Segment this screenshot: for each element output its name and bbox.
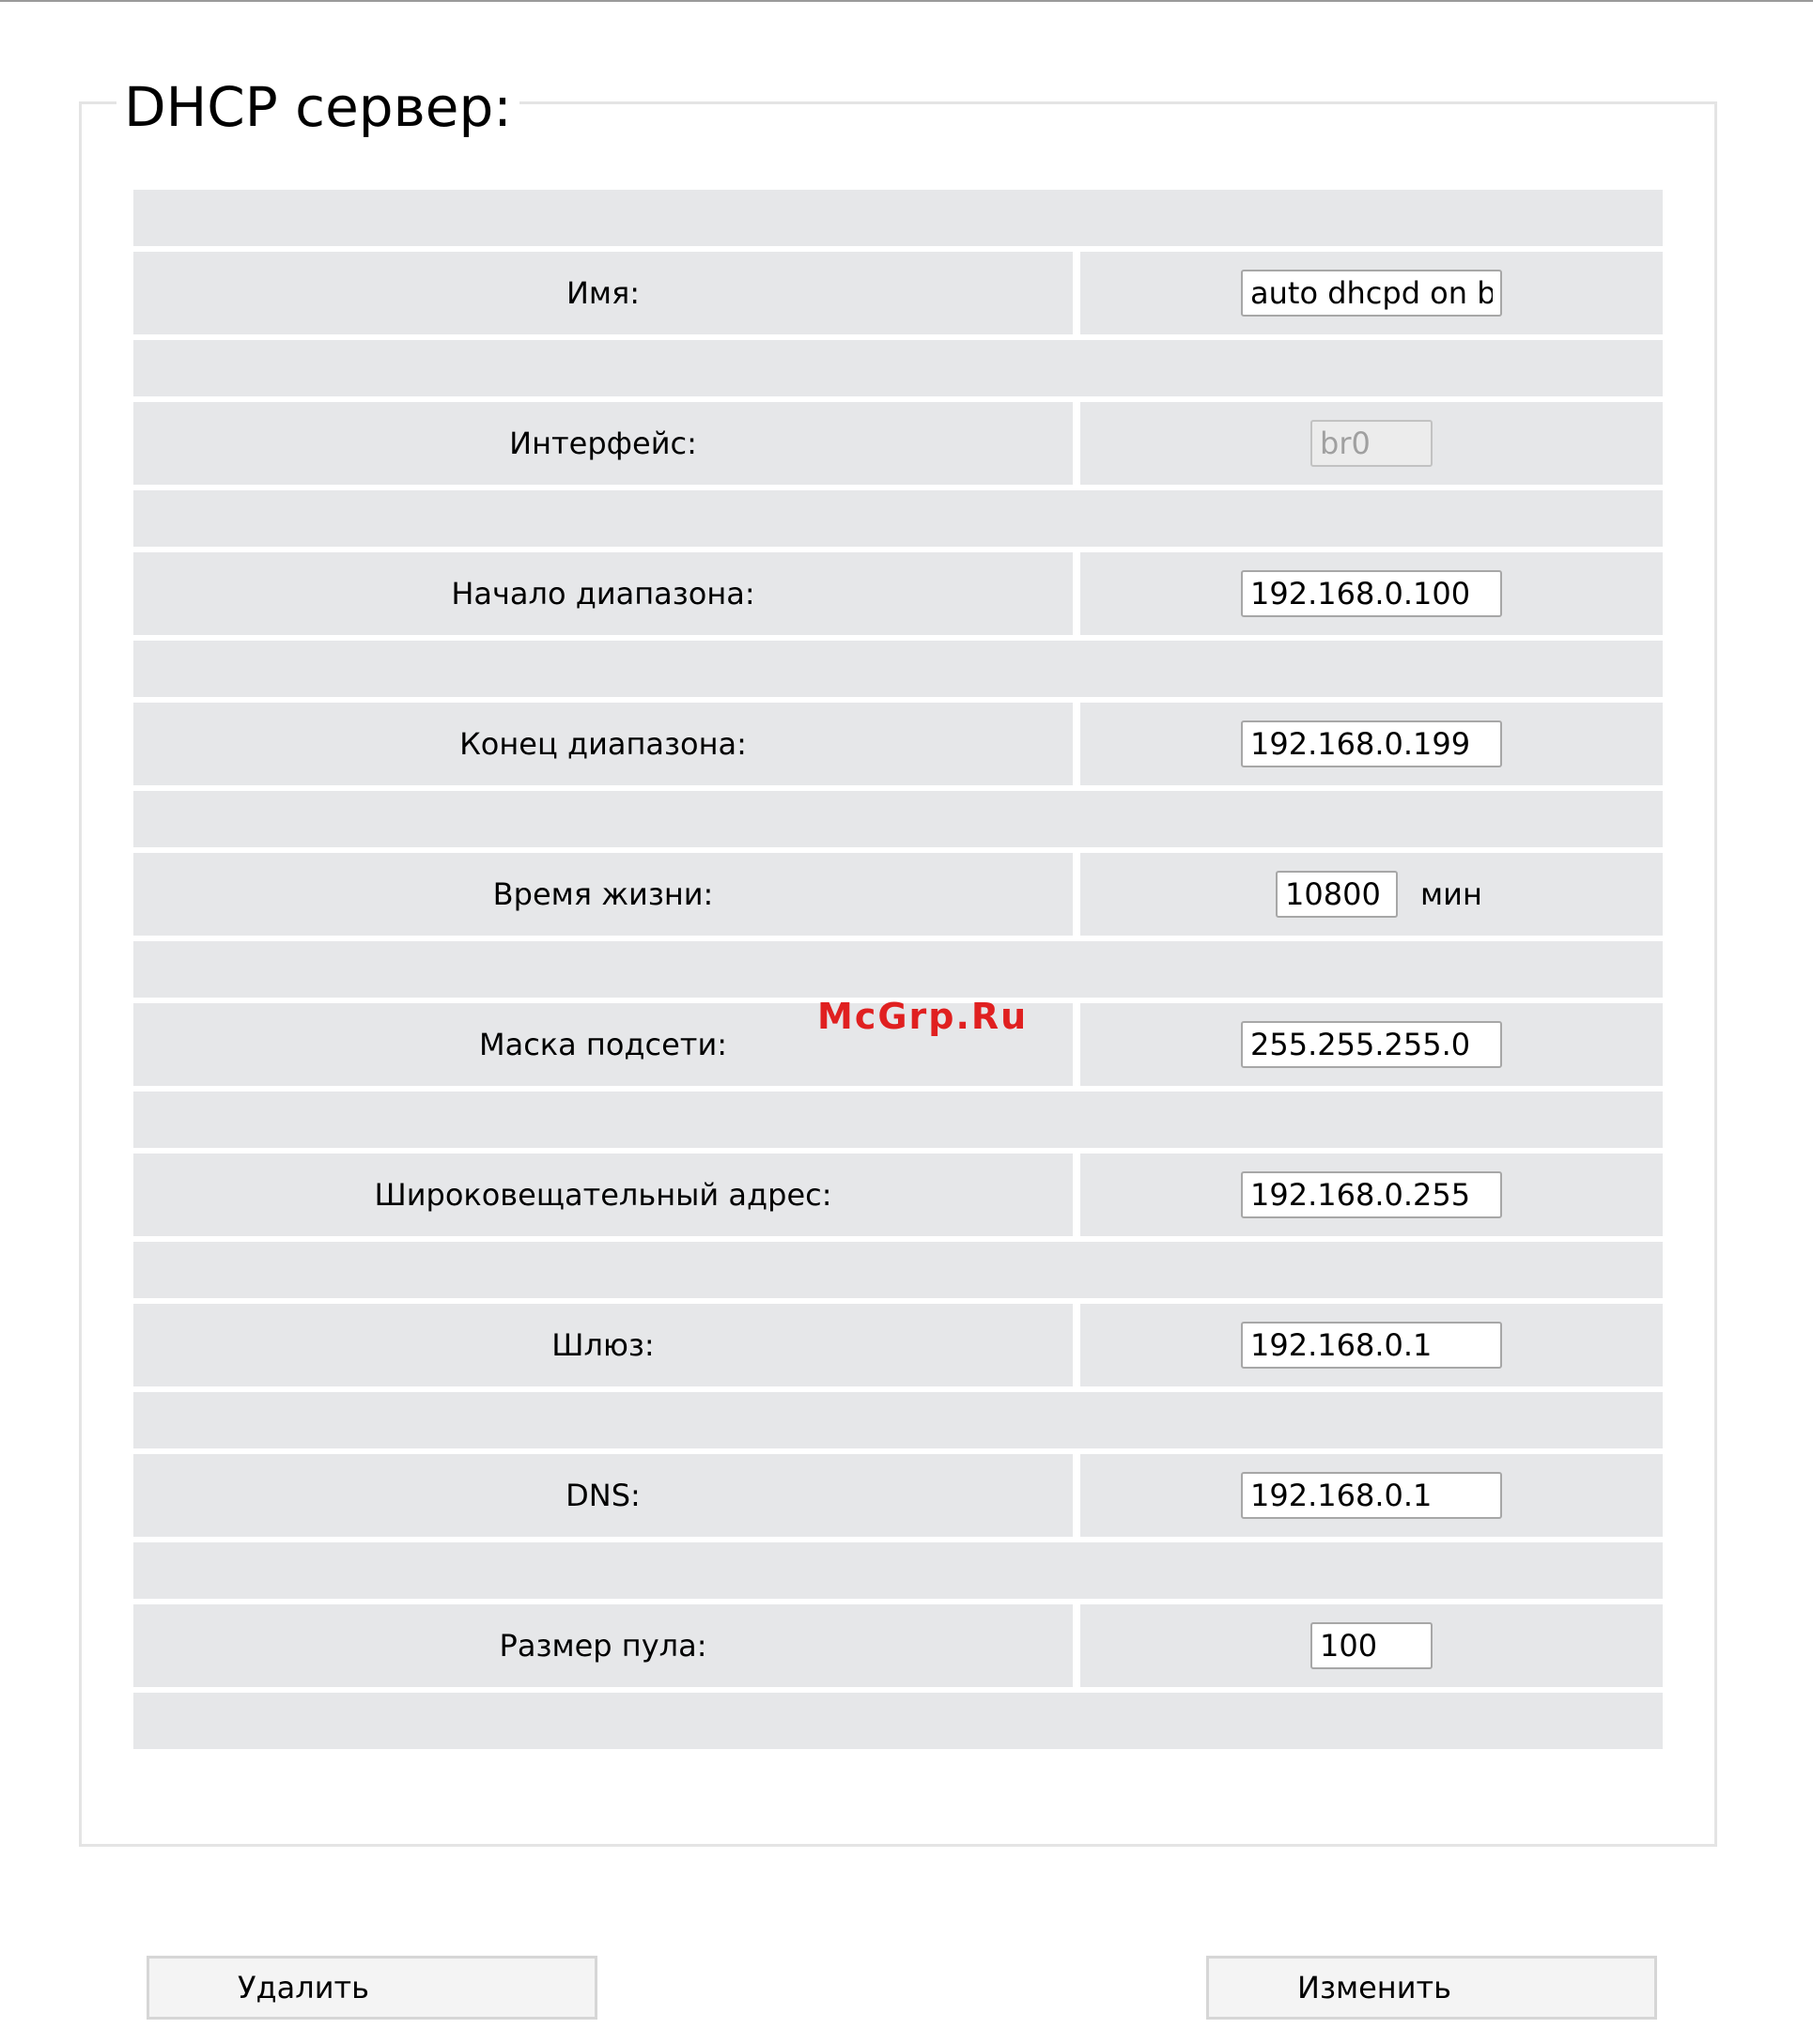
delete-button[interactable]: Удалить <box>147 1956 597 2020</box>
broadcast-label: Широковещательный адрес: <box>133 1154 1073 1236</box>
spacer-row <box>133 1392 1663 1448</box>
broadcast-row <box>133 1154 1663 1236</box>
dns-input[interactable] <box>1241 1472 1502 1519</box>
spacer-row <box>133 791 1663 847</box>
broadcast-value-cell <box>1080 1154 1663 1236</box>
pool-size-row <box>133 1604 1663 1687</box>
gateway-label: Шлюз: <box>133 1304 1073 1386</box>
lease-time-row <box>133 853 1663 936</box>
interface-value-cell <box>1080 402 1663 485</box>
watermark-text: McGrp.Ru <box>817 996 1029 1037</box>
spacer-row <box>133 941 1663 998</box>
gateway-value-cell <box>1080 1304 1663 1386</box>
range-start-row <box>133 552 1663 635</box>
gateway-row <box>133 1304 1663 1386</box>
range-end-row <box>133 703 1663 785</box>
spacer-row <box>133 1242 1663 1298</box>
pool-size-value-cell <box>1080 1604 1663 1687</box>
range-end-input[interactable] <box>1241 720 1502 767</box>
lease-time-input[interactable] <box>1276 871 1398 918</box>
interface-input <box>1310 420 1433 467</box>
range-start-label: Начало диапазона: <box>133 552 1073 635</box>
spacer-row <box>133 1092 1663 1148</box>
range-end-value-cell <box>1080 703 1663 785</box>
spacer-row <box>133 340 1663 396</box>
subnet-mask-label: Маска подсети: <box>133 1003 1073 1086</box>
dns-value-cell <box>1080 1454 1663 1537</box>
pool-size-label: Размер пула: <box>133 1604 1073 1687</box>
interface-row <box>133 402 1663 485</box>
spacer-row <box>133 641 1663 697</box>
gateway-input[interactable] <box>1241 1322 1502 1369</box>
lease-time-label: Время жизни: <box>133 853 1073 936</box>
spacer-row <box>133 490 1663 547</box>
dns-row <box>133 1454 1663 1537</box>
dns-label: DNS: <box>133 1454 1073 1537</box>
name-input[interactable] <box>1241 270 1502 317</box>
change-button[interactable]: Изменить <box>1206 1956 1657 2020</box>
spacer-row <box>133 190 1663 246</box>
lease-time-value-cell <box>1080 853 1663 936</box>
spacer-row <box>133 1693 1663 1749</box>
range-start-input[interactable] <box>1241 570 1502 617</box>
name-label: Имя: <box>133 252 1073 334</box>
spacer-row <box>133 1542 1663 1599</box>
range-start-value-cell <box>1080 552 1663 635</box>
name-value-cell <box>1080 252 1663 334</box>
pool-size-input[interactable] <box>1310 1622 1433 1669</box>
dhcp-settings-form <box>133 190 1663 1755</box>
subnet-mask-input[interactable] <box>1241 1021 1502 1068</box>
lease-time-unit: мин <box>1420 876 1482 912</box>
broadcast-input[interactable] <box>1241 1171 1502 1218</box>
top-divider <box>0 0 1813 2</box>
panel-title: DHCP сервер: <box>116 70 519 145</box>
name-row <box>133 252 1663 334</box>
range-end-label: Конец диапазона: <box>133 703 1073 785</box>
interface-label: Интерфейс: <box>133 402 1073 485</box>
subnet-mask-value-cell <box>1080 1003 1663 1086</box>
